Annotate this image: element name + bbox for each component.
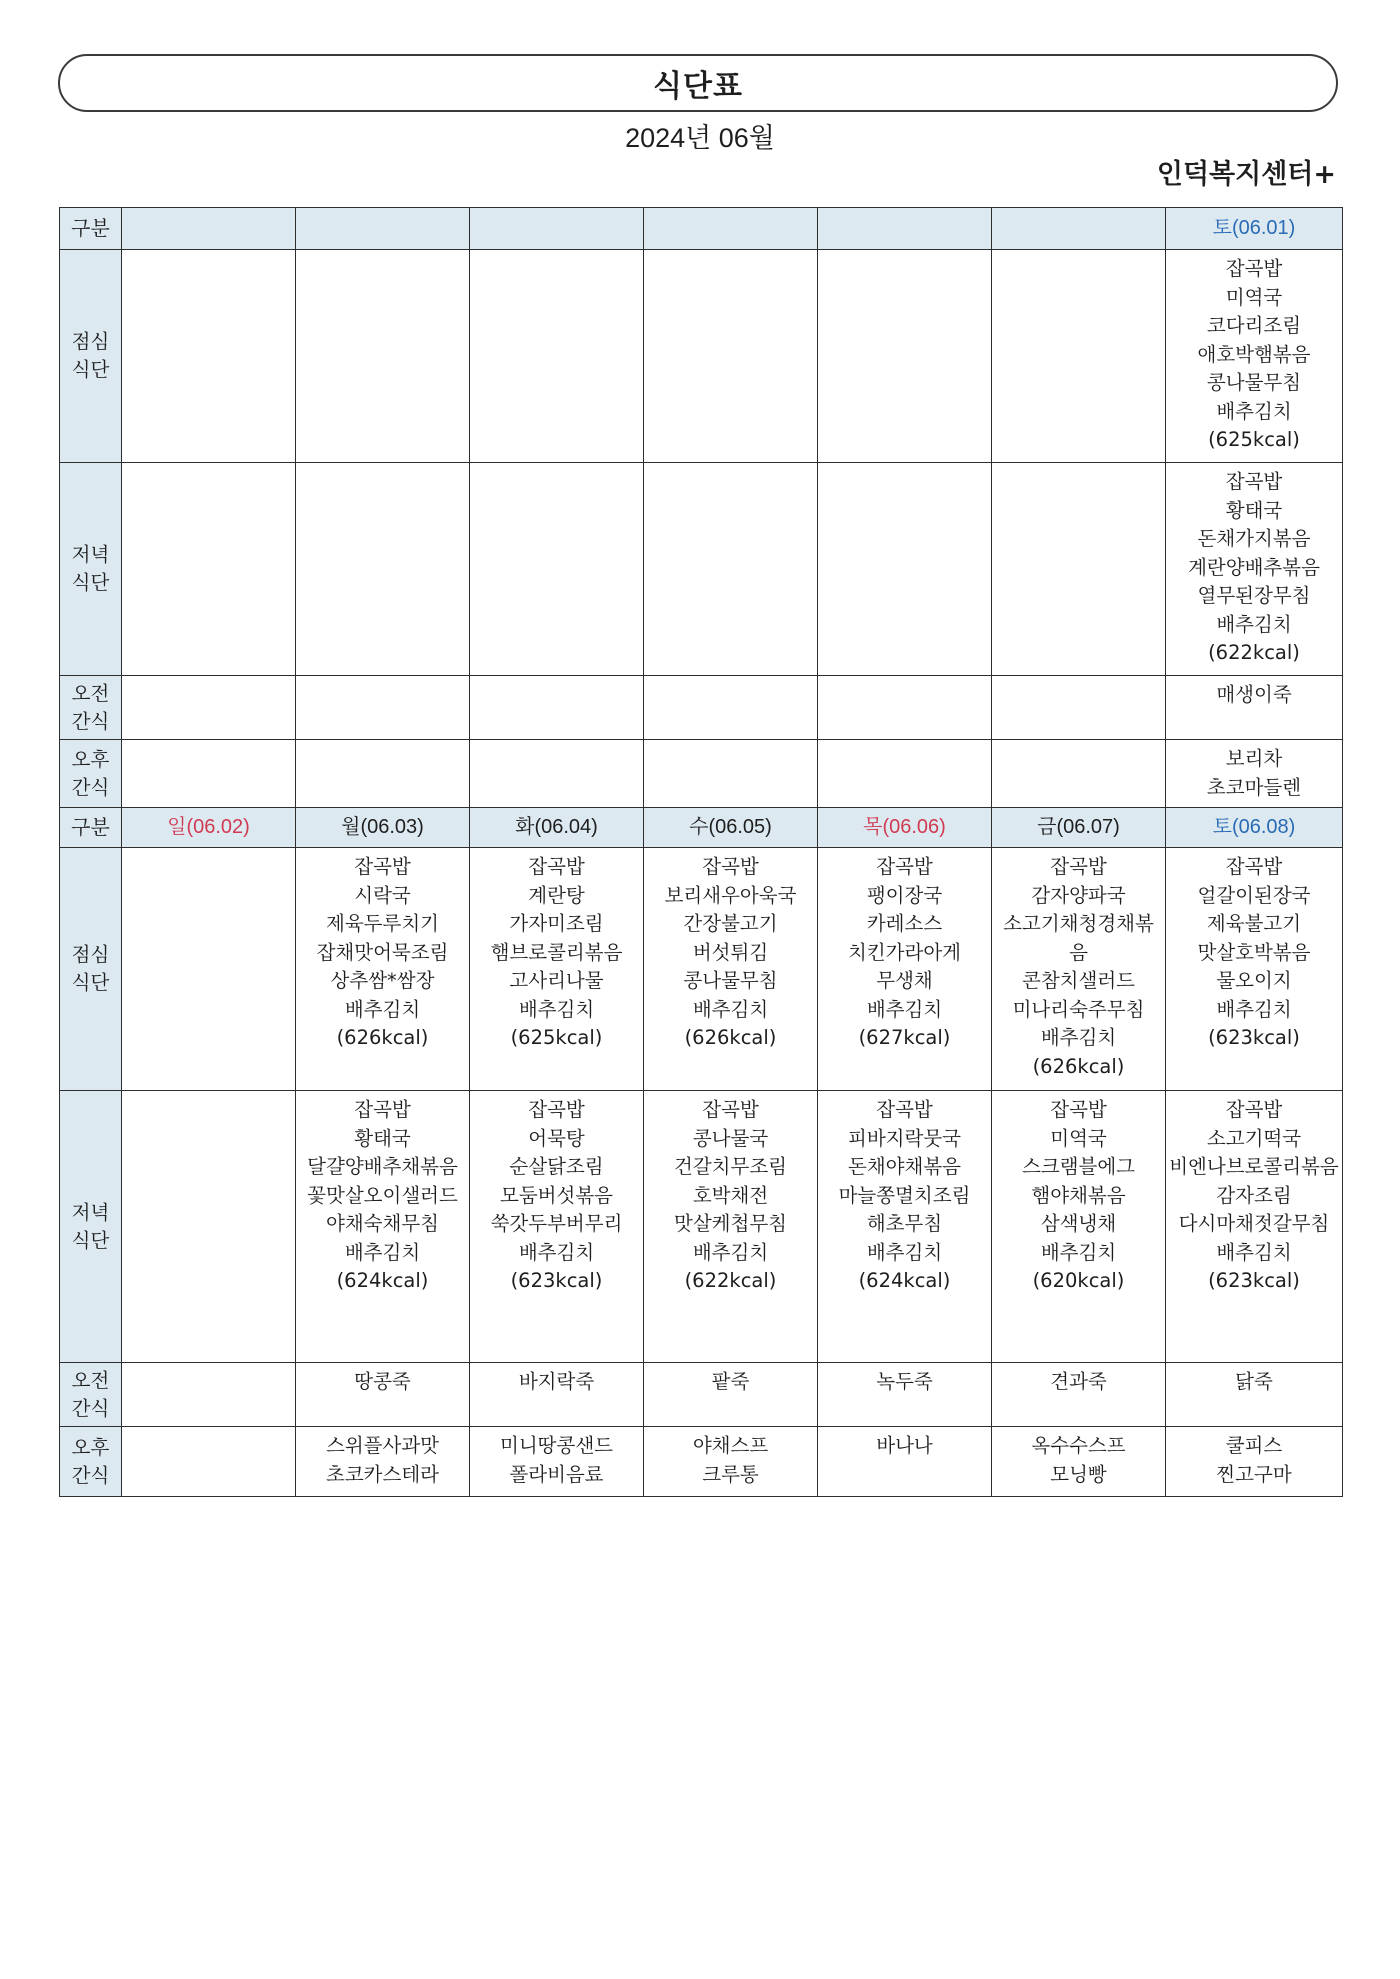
menu-item: 가자미조림 <box>509 912 604 935</box>
menu-item: 배추김치 <box>1040 1026 1117 1049</box>
menu-item: 감자조림 <box>1216 1183 1292 1207</box>
meal-cell <box>644 848 818 1091</box>
menu-item: 잡곡밥 <box>1225 1098 1283 1121</box>
menu-item: 콘참치샐러드 <box>1021 969 1136 992</box>
category-label: 구분 <box>60 208 122 250</box>
menu-item: 배추김치 <box>1216 612 1292 636</box>
meal-cell <box>1166 676 1343 740</box>
menu-item: 보리차 <box>1225 747 1283 770</box>
category-label: 구분 <box>60 808 122 848</box>
menu-item: 황태국 <box>354 1126 411 1150</box>
menu-item: 계란양배추볶음 <box>1188 555 1320 579</box>
menu-item: (622kcal) <box>684 1269 777 1292</box>
meal-cell <box>470 676 644 740</box>
menu-item: 스위플사과맛 <box>325 1434 440 1457</box>
menu-item: 호박채전 <box>692 1183 769 1207</box>
row-label-text: 오후 <box>71 747 110 771</box>
menu-item: (620kcal) <box>1032 1269 1125 1292</box>
menu-item: 미역국 <box>1050 1126 1107 1150</box>
menu-item: 쿨피스 <box>1225 1434 1283 1457</box>
meal-row-lunch <box>60 848 1343 1091</box>
meal-cell <box>122 250 296 463</box>
menu-item: (623kcal) <box>1208 1269 1300 1292</box>
meal-cell <box>1166 463 1343 676</box>
menu-item: 잡곡밥 <box>1050 1098 1107 1121</box>
meal-cell <box>122 463 296 676</box>
menu-item: 삼색냉채 <box>1040 1212 1117 1235</box>
menu-item: 바나나 <box>876 1434 933 1457</box>
menu-item: 상추쌈*쌈장 <box>330 969 435 992</box>
menu-item: 배추김치 <box>692 1240 769 1264</box>
day-header: 금(06.07) <box>992 808 1166 848</box>
meal-cell <box>122 1363 296 1427</box>
day-header: 토(06.01) <box>1166 208 1343 250</box>
meal-cell <box>296 463 470 676</box>
menu-item: 미니땅콩샌드 <box>499 1434 614 1457</box>
week-header-row <box>60 208 1343 250</box>
meal-cell <box>1166 250 1343 463</box>
day-header: 토(06.08) <box>1166 808 1343 848</box>
day-header <box>296 208 470 250</box>
meal-cell <box>644 463 818 676</box>
menu-item: 잡곡밥 <box>528 1098 585 1121</box>
menu-item: 미역국 <box>1225 285 1283 309</box>
day-header: 목(06.06) <box>818 808 992 848</box>
title-box <box>58 54 1338 112</box>
row-label-lunch <box>60 848 122 1091</box>
menu-item: 맛살호박볶음 <box>1197 940 1311 964</box>
meal-cell <box>470 740 644 808</box>
menu-item: 건갈치무조림 <box>673 1155 788 1178</box>
row-label-am-snack <box>60 676 122 740</box>
day-header <box>992 208 1166 250</box>
menu-item: 잡곡밥 <box>876 1098 933 1121</box>
meal-cell <box>992 463 1166 676</box>
row-label-text: 저녁 <box>71 543 110 566</box>
meal-cell <box>818 1427 992 1497</box>
menu-item: 팥죽 <box>711 1370 750 1393</box>
meal-cell <box>644 1091 818 1363</box>
meal-cell <box>818 463 992 676</box>
menu-item: 배추김치 <box>1040 1240 1117 1264</box>
month-label: 2024년 06월 <box>625 123 775 153</box>
menu-item: 잡곡밥 <box>1050 855 1107 878</box>
menu-item: 황태국 <box>1225 498 1283 522</box>
menu-item: 초코카스테라 <box>325 1462 440 1486</box>
meal-cell <box>644 250 818 463</box>
meal-table <box>59 207 1343 1497</box>
menu-item: 소고기채청경채볶음 <box>1003 912 1154 964</box>
menu-item: 피바지락뭇국 <box>847 1126 962 1150</box>
menu-item: 크루통 <box>702 1462 759 1486</box>
row-label-text: 간식 <box>71 775 110 799</box>
menu-item: (623kcal) <box>1208 1026 1300 1049</box>
menu-item: 무생채 <box>876 969 933 992</box>
menu-item: 해초무침 <box>866 1212 943 1235</box>
menu-item: 배추김치 <box>344 997 421 1021</box>
menu-item: 배추김치 <box>344 1240 421 1264</box>
meal-cell <box>818 676 992 740</box>
menu-item: 쑥갓두부버무리 <box>490 1212 623 1235</box>
meal-row-am-snack <box>60 1363 1343 1427</box>
meal-cell <box>992 250 1166 463</box>
meal-cell <box>296 1091 470 1363</box>
meal-cell <box>818 848 992 1091</box>
menu-item: 애호박햄볶음 <box>1197 342 1311 366</box>
row-label-pm-snack <box>60 740 122 808</box>
menu-item: (625kcal) <box>1208 428 1300 451</box>
row-label-text: 식단 <box>71 1228 110 1252</box>
menu-item: 감자양파국 <box>1031 883 1126 907</box>
meal-cell <box>1166 848 1343 1091</box>
menu-item: 콩나물국 <box>692 1126 769 1150</box>
meal-cell <box>470 1091 644 1363</box>
menu-item: 얼갈이된장국 <box>1197 883 1311 907</box>
meal-cell <box>818 740 992 808</box>
menu-item: 돈채가지볶음 <box>1197 527 1311 550</box>
row-label-pm-snack <box>60 1427 122 1497</box>
meal-cell <box>470 250 644 463</box>
row-label-lunch <box>60 250 122 463</box>
menu-item: 땅콩죽 <box>354 1370 411 1393</box>
row-label-text: 식단 <box>71 571 110 594</box>
meal-row-dinner <box>60 1091 1343 1363</box>
menu-item: 햄야채볶음 <box>1031 1183 1126 1207</box>
menu-item: 꽃맛살오이샐러드 <box>307 1183 458 1207</box>
row-label-text: 간식 <box>71 709 110 733</box>
menu-item: 콩나물무침 <box>1206 371 1302 394</box>
row-label-am-snack <box>60 1363 122 1427</box>
menu-item: 돈채야채볶음 <box>847 1155 962 1178</box>
meal-cell <box>296 1363 470 1427</box>
meal-cell <box>122 1427 296 1497</box>
day-header: 일(06.02) <box>122 808 296 848</box>
menu-item: 배추김치 <box>692 997 769 1021</box>
meal-cell <box>296 1427 470 1497</box>
meal-cell <box>470 1427 644 1497</box>
menu-item: 모닝빵 <box>1050 1462 1107 1486</box>
row-label-text: 점심 <box>71 943 110 966</box>
meal-cell <box>818 1091 992 1363</box>
menu-item: (626kcal) <box>336 1026 429 1049</box>
menu-item: 배추김치 <box>1216 399 1292 423</box>
menu-item: 다시마채젓갈무침 <box>1178 1212 1330 1235</box>
menu-item: 간장불고기 <box>683 912 778 935</box>
menu-item: 모둠버섯볶음 <box>499 1183 614 1207</box>
menu-item: (624kcal) <box>858 1269 951 1292</box>
menu-item: 배추김치 <box>1216 1240 1292 1264</box>
day-header <box>470 208 644 250</box>
row-label-text: 식단 <box>71 358 110 381</box>
menu-item: 잡곡밥 <box>702 855 759 878</box>
meal-cell <box>992 1363 1166 1427</box>
meal-cell <box>1166 1427 1343 1497</box>
menu-item: 배추김치 <box>518 997 595 1021</box>
meal-cell <box>296 250 470 463</box>
meal-row-dinner <box>60 463 1343 676</box>
menu-item: 야채스프 <box>692 1434 769 1457</box>
meal-cell <box>122 676 296 740</box>
meal-cell <box>1166 1091 1343 1363</box>
menu-item: 배추김치 <box>866 1240 943 1264</box>
meal-row-am-snack <box>60 676 1343 740</box>
menu-item: 어묵탕 <box>528 1126 585 1150</box>
row-label-dinner <box>60 1091 122 1363</box>
meal-cell <box>992 848 1166 1091</box>
meal-row-pm-snack <box>60 740 1343 808</box>
menu-item: 배추김치 <box>518 1240 595 1264</box>
row-label-text: 점심 <box>71 330 110 353</box>
menu-item: 카레소스 <box>866 912 943 935</box>
menu-item: (626kcal) <box>684 1026 777 1049</box>
organization-name: 인덕복지센터+ <box>1156 159 1336 190</box>
meal-cell <box>992 1091 1166 1363</box>
meal-cell <box>818 1363 992 1427</box>
menu-item: 팽이장국 <box>866 883 943 907</box>
meal-cell <box>644 740 818 808</box>
menu-item: 햄브로콜리볶음 <box>490 940 623 964</box>
meal-cell <box>470 463 644 676</box>
menu-item: 닭죽 <box>1235 1370 1273 1393</box>
menu-item: 야채숙채무침 <box>325 1212 440 1235</box>
menu-item: 미나리숙주무침 <box>1012 997 1145 1021</box>
menu-item: 매생이죽 <box>1216 683 1292 706</box>
menu-item: 잡곡밥 <box>1225 257 1283 280</box>
menu-item: 제육불고기 <box>1206 912 1302 935</box>
menu-item: (624kcal) <box>336 1269 429 1292</box>
meal-cell <box>818 250 992 463</box>
menu-item: 계란탕 <box>528 883 585 907</box>
menu-item: 폴라비음료 <box>509 1462 604 1486</box>
row-label-text: 식단 <box>71 971 110 994</box>
menu-item: 순살닭조림 <box>509 1155 604 1178</box>
day-header: 수(06.05) <box>644 808 818 848</box>
menu-item: 잡곡밥 <box>702 1098 759 1121</box>
row-label-text: 오전 <box>71 681 110 705</box>
meal-cell <box>992 676 1166 740</box>
meal-cell <box>992 1427 1166 1497</box>
menu-item: 견과죽 <box>1050 1370 1107 1393</box>
menu-item: 잡곡밥 <box>1225 470 1283 493</box>
row-label-text: 간식 <box>71 1463 110 1487</box>
meal-cell <box>296 676 470 740</box>
menu-item: 제육두루치기 <box>325 912 440 935</box>
menu-item: 마늘쫑멸치조림 <box>838 1183 971 1207</box>
menu-item: 치킨가라아게 <box>847 940 962 964</box>
day-header <box>122 208 296 250</box>
meal-cell <box>122 1091 296 1363</box>
menu-item: 맛살케첩무침 <box>673 1212 788 1235</box>
menu-item: (622kcal) <box>1208 641 1300 664</box>
meal-cell <box>296 740 470 808</box>
meal-row-lunch <box>60 250 1343 463</box>
meal-cell <box>644 676 818 740</box>
menu-item: (623kcal) <box>510 1269 603 1292</box>
menu-item: 콩나물무침 <box>683 969 778 992</box>
meal-cell <box>1166 740 1343 808</box>
menu-item: 잡곡밥 <box>354 855 411 878</box>
row-label-text: 간식 <box>71 1396 110 1420</box>
menu-item: 소고기떡국 <box>1206 1126 1302 1150</box>
meal-cell <box>122 740 296 808</box>
meal-cell <box>470 848 644 1091</box>
meal-cell <box>992 740 1166 808</box>
menu-item: 시락국 <box>354 883 411 907</box>
day-header <box>818 208 992 250</box>
week-header-row <box>60 808 1343 848</box>
menu-item: 비엔나브로콜리볶음 <box>1169 1155 1339 1178</box>
menu-item: 보리새우아욱국 <box>664 883 797 907</box>
page-title: 식단표 <box>653 69 743 104</box>
meal-cell <box>1166 1363 1343 1427</box>
menu-item: (625kcal) <box>510 1026 603 1049</box>
menu-item: 잡곡밥 <box>1225 855 1283 878</box>
row-label-dinner <box>60 463 122 676</box>
meal-cell <box>470 1363 644 1427</box>
menu-item: 잡채맛어묵조림 <box>316 940 449 964</box>
menu-item: 고사리나물 <box>509 969 604 992</box>
meal-cell <box>296 848 470 1091</box>
menu-item: 버섯튀김 <box>692 940 769 964</box>
menu-item: 바지락죽 <box>518 1370 595 1393</box>
row-label-text: 저녁 <box>71 1200 110 1224</box>
menu-item: 배추김치 <box>1216 997 1292 1021</box>
menu-item: 초코마들렌 <box>1206 775 1302 799</box>
meal-cell <box>644 1363 818 1427</box>
menu-item: 녹두죽 <box>876 1370 933 1393</box>
menu-item: 달걀양배추채볶음 <box>307 1155 458 1178</box>
day-header: 화(06.04) <box>470 808 644 848</box>
menu-item: (627kcal) <box>858 1026 951 1049</box>
menu-item: 잡곡밥 <box>528 855 585 878</box>
row-label-text: 오전 <box>71 1368 110 1392</box>
menu-item: 코다리조림 <box>1206 314 1302 337</box>
menu-item: 잡곡밥 <box>354 1098 411 1121</box>
menu-item: 옥수수스프 <box>1031 1434 1126 1457</box>
menu-item: 열무된장무침 <box>1197 584 1311 607</box>
row-label-text: 오후 <box>71 1435 110 1459</box>
menu-item: 잡곡밥 <box>876 855 933 878</box>
day-header <box>644 208 818 250</box>
menu-item: 배추김치 <box>866 997 943 1021</box>
menu-item: (626kcal) <box>1032 1054 1125 1078</box>
day-header: 월(06.03) <box>296 808 470 848</box>
meal-cell <box>644 1427 818 1497</box>
meal-row-pm-snack <box>60 1427 1343 1497</box>
menu-item: 물오이지 <box>1216 969 1292 992</box>
menu-item: 스크램블에그 <box>1021 1155 1136 1178</box>
meal-cell <box>122 848 296 1091</box>
menu-item: 찐고구마 <box>1216 1462 1292 1486</box>
